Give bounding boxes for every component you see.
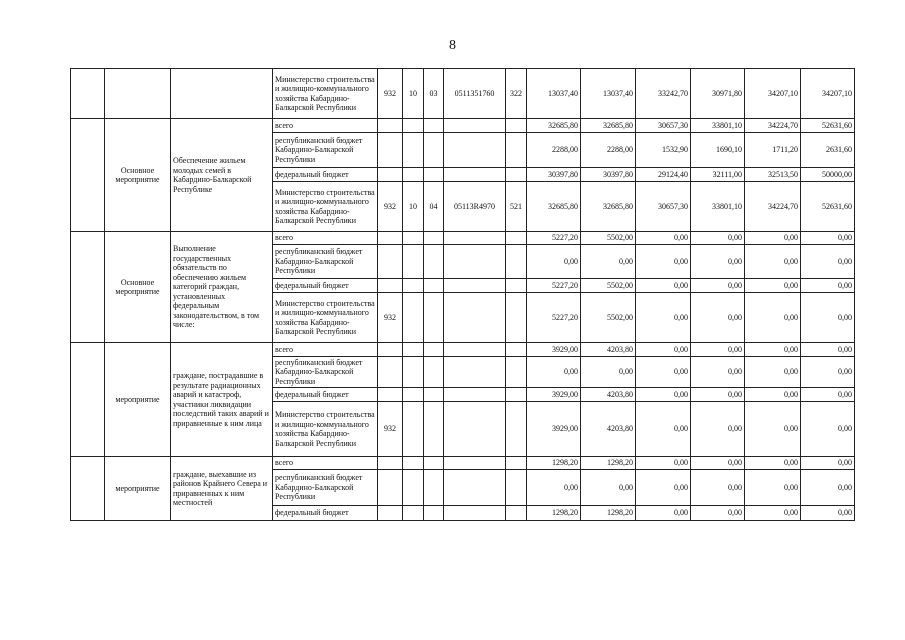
event-type-cell: мероприятие [105, 457, 171, 521]
amount-cell: 5502,00 [581, 293, 636, 343]
funding-source-cell: республиканский бюджет Кабардино-Балкарской Республики [273, 470, 378, 506]
csr-code-cell [444, 245, 506, 279]
csr-code-cell: 05113R4970 [444, 182, 506, 232]
csr-code-cell [444, 457, 506, 470]
amount-cell: 0,00 [801, 293, 855, 343]
grbs-code-cell: 932 [378, 402, 403, 457]
grbs-code-cell: 932 [378, 69, 403, 119]
amount-cell: 4203,80 [581, 388, 636, 402]
amount-cell: 0,00 [636, 388, 691, 402]
empty-cell [71, 119, 105, 232]
rz-code-cell [403, 232, 424, 245]
amount-cell: 0,00 [691, 245, 745, 279]
amount-cell: 2288,00 [527, 133, 581, 168]
funding-source-cell: всего [273, 232, 378, 245]
amount-cell: 0,00 [691, 470, 745, 506]
funding-source-cell: Министерство строительства и жилищно-коммунального хозяйства Кабардино-Балкарской Республики [273, 402, 378, 457]
pr-code-cell [424, 279, 444, 293]
amount-cell: 0,00 [636, 457, 691, 470]
page-number: 8 [449, 38, 456, 53]
csr-code-cell [444, 388, 506, 402]
vr-code-cell [506, 232, 527, 245]
amount-cell: 0,00 [636, 402, 691, 457]
pr-code-cell [424, 388, 444, 402]
amount-cell: 0,00 [745, 293, 801, 343]
amount-cell: 1298,20 [581, 506, 636, 521]
table-row [71, 69, 855, 119]
vr-code-cell [506, 119, 527, 133]
amount-cell: 0,00 [691, 357, 745, 388]
funding-source-cell: Министерство строительства и жилищно-коммунального хозяйства Кабардино-Балкарской Республики [273, 293, 378, 343]
amount-cell: 30971,80 [691, 69, 745, 119]
amount-cell: 0,00 [801, 470, 855, 506]
amount-cell: 0,00 [801, 388, 855, 402]
event-type-cell: Основное мероприятие [105, 232, 171, 343]
vr-code-cell: 322 [506, 69, 527, 119]
amount-cell: 30397,80 [527, 168, 581, 182]
pr-code-cell [424, 343, 444, 357]
amount-cell: 0,00 [581, 357, 636, 388]
csr-code-cell [444, 357, 506, 388]
amount-cell: 0,00 [636, 470, 691, 506]
amount-cell: 0,00 [801, 506, 855, 521]
csr-code-cell [444, 133, 506, 168]
amount-cell: 13037,40 [581, 69, 636, 119]
funding-source-cell: республиканский бюджет Кабардино-Балкарской Республики [273, 245, 378, 279]
amount-cell: 0,00 [691, 388, 745, 402]
event-type-cell: мероприятие [105, 343, 171, 457]
rz-code-cell [403, 293, 424, 343]
amount-cell: 34224,70 [745, 119, 801, 133]
amount-cell: 1298,20 [581, 457, 636, 470]
amount-cell: 0,00 [745, 402, 801, 457]
amount-cell: 0,00 [801, 279, 855, 293]
amount-cell: 30657,30 [636, 182, 691, 232]
csr-code-cell [444, 402, 506, 457]
amount-cell: 1532,90 [636, 133, 691, 168]
pr-code-cell [424, 506, 444, 521]
vr-code-cell [506, 388, 527, 402]
csr-code-cell [444, 506, 506, 521]
amount-cell: 13037,40 [527, 69, 581, 119]
vr-code-cell [506, 470, 527, 506]
rz-code-cell [403, 470, 424, 506]
amount-cell: 0,00 [636, 245, 691, 279]
vr-code-cell [506, 293, 527, 343]
amount-cell: 5227,20 [527, 293, 581, 343]
amount-cell: 2288,00 [581, 133, 636, 168]
grbs-code-cell [378, 232, 403, 245]
rz-code-cell [403, 343, 424, 357]
amount-cell: 3929,00 [527, 343, 581, 357]
amount-cell: 34224,70 [745, 182, 801, 232]
amount-cell: 1690,10 [691, 133, 745, 168]
pr-code-cell [424, 119, 444, 133]
amount-cell: 0,00 [636, 343, 691, 357]
rz-code-cell [403, 388, 424, 402]
grbs-code-cell: 932 [378, 182, 403, 232]
event-name-cell: Обеспечение жильем молодых семей в Кабардино-Балкарской Республике [171, 119, 273, 232]
amount-cell: 32685,80 [527, 182, 581, 232]
amount-cell: 0,00 [636, 279, 691, 293]
csr-code-cell [444, 119, 506, 133]
pr-code-cell [424, 245, 444, 279]
rz-code-cell [403, 357, 424, 388]
funding-source-cell: республиканский бюджет Кабардино-Балкарской Республики [273, 357, 378, 388]
amount-cell: 5227,20 [527, 279, 581, 293]
grbs-code-cell [378, 343, 403, 357]
amount-cell: 52631,60 [801, 182, 855, 232]
grbs-code-cell [378, 119, 403, 133]
amount-cell: 0,00 [636, 357, 691, 388]
amount-cell: 1298,20 [527, 506, 581, 521]
table-row [71, 232, 855, 245]
event-name-cell [171, 69, 273, 119]
amount-cell: 33242,70 [636, 69, 691, 119]
rz-code-cell [403, 168, 424, 182]
rz-code-cell [403, 245, 424, 279]
amount-cell: 2631,60 [801, 133, 855, 168]
rz-code-cell: 10 [403, 69, 424, 119]
event-name-cell: граждане, пострадавшие в результате радиационных аварий и катастроф, участники ликвидации последствий таких аварий и приравненные к ним лица [171, 343, 273, 457]
amount-cell: 32685,80 [527, 119, 581, 133]
pr-code-cell [424, 293, 444, 343]
csr-code-cell [444, 343, 506, 357]
grbs-code-cell [378, 388, 403, 402]
amount-cell: 0,00 [745, 343, 801, 357]
amount-cell: 5502,00 [581, 279, 636, 293]
amount-cell: 0,00 [801, 245, 855, 279]
amount-cell: 1711,20 [745, 133, 801, 168]
rz-code-cell [403, 457, 424, 470]
amount-cell: 32685,80 [581, 119, 636, 133]
funding-source-cell: всего [273, 119, 378, 133]
funding-source-cell: федеральный бюджет [273, 168, 378, 182]
rz-code-cell [403, 119, 424, 133]
amount-cell: 30397,80 [581, 168, 636, 182]
table-row [71, 457, 855, 470]
vr-code-cell [506, 245, 527, 279]
vr-code-cell: 521 [506, 182, 527, 232]
amount-cell: 0,00 [527, 245, 581, 279]
amount-cell: 29124,40 [636, 168, 691, 182]
amount-cell: 0,00 [745, 506, 801, 521]
event-type-cell [105, 69, 171, 119]
grbs-code-cell [378, 470, 403, 506]
amount-cell: 0,00 [801, 402, 855, 457]
amount-cell: 5227,20 [527, 232, 581, 245]
empty-cell [71, 343, 105, 457]
amount-cell: 0,00 [527, 357, 581, 388]
amount-cell: 0,00 [801, 457, 855, 470]
funding-source-cell: Министерство строительства и жилищно-коммунального хозяйства Кабардино-Балкарской Республики [273, 182, 378, 232]
pr-code-cell [424, 457, 444, 470]
amount-cell: 0,00 [801, 357, 855, 388]
amount-cell: 3929,00 [527, 402, 581, 457]
grbs-code-cell [378, 279, 403, 293]
amount-cell: 0,00 [745, 232, 801, 245]
amount-cell: 0,00 [745, 279, 801, 293]
rz-code-cell [403, 133, 424, 168]
amount-cell: 0,00 [745, 470, 801, 506]
pr-code-cell [424, 470, 444, 506]
amount-cell: 52631,60 [801, 119, 855, 133]
amount-cell: 0,00 [691, 343, 745, 357]
pr-code-cell: 03 [424, 69, 444, 119]
csr-code-cell [444, 470, 506, 506]
amount-cell: 0,00 [691, 293, 745, 343]
grbs-code-cell [378, 168, 403, 182]
pr-code-cell [424, 402, 444, 457]
funding-source-cell: федеральный бюджет [273, 279, 378, 293]
vr-code-cell [506, 506, 527, 521]
csr-code-cell [444, 279, 506, 293]
event-name-cell: Выполнение государственных обязательств по обеспечению жильем категорий граждан, установленных федеральным законодательством, в том числе: [171, 232, 273, 343]
amount-cell: 32111,00 [691, 168, 745, 182]
vr-code-cell [506, 402, 527, 457]
funding-source-cell: федеральный бюджет [273, 388, 378, 402]
amount-cell: 32513,50 [745, 168, 801, 182]
vr-code-cell [506, 343, 527, 357]
empty-cell [71, 69, 105, 119]
funding-source-cell: республиканский бюджет Кабардино-Балкарской Республики [273, 133, 378, 168]
funding-source-cell: всего [273, 343, 378, 357]
grbs-code-cell [378, 457, 403, 470]
table-row [71, 343, 855, 357]
table-row [71, 119, 855, 133]
amount-cell: 32685,80 [581, 182, 636, 232]
event-name-cell: граждане, выехавшие из районов Крайнего Севера и приравненных к ним местностей [171, 457, 273, 521]
amount-cell: 0,00 [691, 279, 745, 293]
amount-cell: 0,00 [745, 388, 801, 402]
vr-code-cell [506, 279, 527, 293]
amount-cell: 1298,20 [527, 457, 581, 470]
amount-cell: 4203,80 [581, 402, 636, 457]
amount-cell: 0,00 [745, 457, 801, 470]
amount-cell: 0,00 [636, 293, 691, 343]
amount-cell: 5502,00 [581, 232, 636, 245]
funding-source-cell: всего [273, 457, 378, 470]
vr-code-cell [506, 133, 527, 168]
event-type-cell: Основное мероприятие [105, 119, 171, 232]
rz-code-cell [403, 506, 424, 521]
amount-cell: 34207,10 [801, 69, 855, 119]
grbs-code-cell: 932 [378, 293, 403, 343]
csr-code-cell [444, 293, 506, 343]
vr-code-cell [506, 457, 527, 470]
funding-source-cell: Министерство строительства и жилищно-коммунального хозяйства Кабардино-Балкарской Республики [273, 69, 378, 119]
csr-code-cell [444, 168, 506, 182]
amount-cell: 0,00 [691, 506, 745, 521]
grbs-code-cell [378, 245, 403, 279]
vr-code-cell [506, 357, 527, 388]
amount-cell: 0,00 [636, 232, 691, 245]
vr-code-cell [506, 168, 527, 182]
empty-cell [71, 232, 105, 343]
grbs-code-cell [378, 133, 403, 168]
pr-code-cell [424, 232, 444, 245]
amount-cell: 0,00 [636, 506, 691, 521]
amount-cell: 0,00 [745, 357, 801, 388]
amount-cell: 3929,00 [527, 388, 581, 402]
amount-cell: 0,00 [581, 245, 636, 279]
amount-cell: 0,00 [691, 232, 745, 245]
rz-code-cell [403, 402, 424, 457]
csr-code-cell: 0511351760 [444, 69, 506, 119]
budget-table [70, 68, 855, 521]
csr-code-cell [444, 232, 506, 245]
amount-cell: 33801,10 [691, 119, 745, 133]
pr-code-cell [424, 168, 444, 182]
amount-cell: 50000,00 [801, 168, 855, 182]
grbs-code-cell [378, 357, 403, 388]
pr-code-cell [424, 357, 444, 388]
amount-cell: 0,00 [801, 343, 855, 357]
amount-cell: 0,00 [691, 457, 745, 470]
rz-code-cell: 10 [403, 182, 424, 232]
grbs-code-cell [378, 506, 403, 521]
amount-cell: 0,00 [527, 470, 581, 506]
amount-cell: 34207,10 [745, 69, 801, 119]
pr-code-cell: 04 [424, 182, 444, 232]
amount-cell: 33801,10 [691, 182, 745, 232]
pr-code-cell [424, 133, 444, 168]
empty-cell [71, 457, 105, 521]
amount-cell: 0,00 [745, 245, 801, 279]
amount-cell: 0,00 [801, 232, 855, 245]
amount-cell: 4203,80 [581, 343, 636, 357]
amount-cell: 30657,30 [636, 119, 691, 133]
amount-cell: 0,00 [691, 402, 745, 457]
funding-source-cell: федеральный бюджет [273, 506, 378, 521]
amount-cell: 0,00 [581, 470, 636, 506]
rz-code-cell [403, 279, 424, 293]
